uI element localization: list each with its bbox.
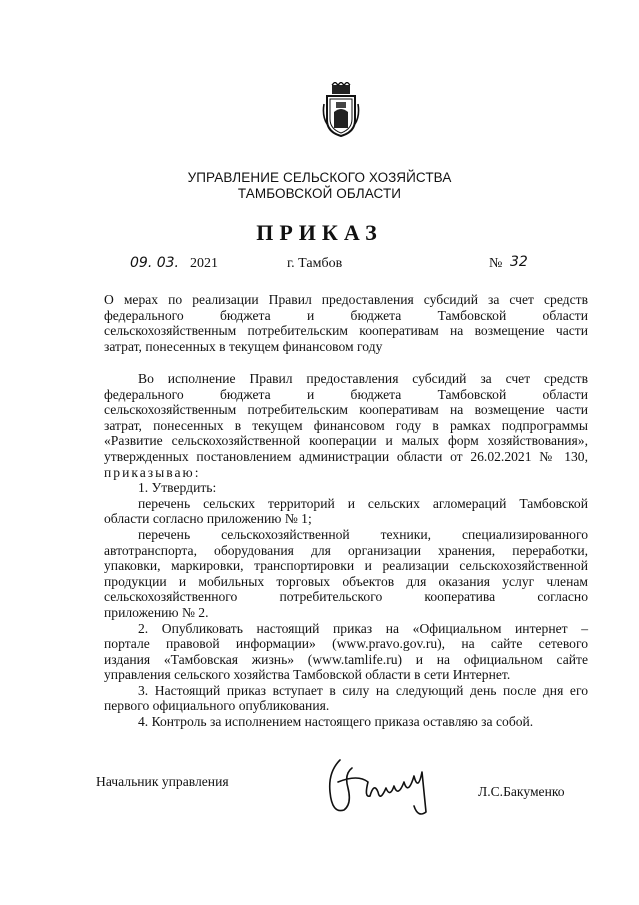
body-line: «Развитие сельскохозяйственной кооперации и малых форм хозяйствования», <box>104 433 588 449</box>
subject-line: затрат, понесенных в текущем финансовом году <box>104 338 383 354</box>
date-year: 2021 <box>190 256 218 271</box>
body-line: перечень сельских территорий и сельских агломераций Тамбовской <box>138 495 588 511</box>
body <box>104 371 588 730</box>
body-line: управления сельского хозяйства Тамбовской области в сети Интернет. <box>104 667 511 683</box>
org-name-line1: УПРАВЛЕНИЕ СЕЛЬСКОГО ХОЗЯЙСТВА <box>187 170 452 185</box>
body-line: перечень сельскохозяйственной техники, специализированного <box>138 526 588 542</box>
document-title: ПРИКАЗ <box>256 220 383 245</box>
body-line: 3. Настоящий приказ вступает в силу на следующий день после дня его <box>138 682 588 698</box>
handwritten-number: 32 <box>510 254 528 270</box>
body-line: затрат, понесенных в текущем финансовом году в рамках подпрограммы <box>104 417 588 433</box>
number-label: № <box>489 256 503 271</box>
org-name-line2: ТАМБОВСКОЙ ОБЛАСТИ <box>237 186 402 201</box>
body-line: 2. Опубликовать настоящий приказ на «Официальном интернет – <box>138 620 588 636</box>
city: г. Тамбов <box>287 256 343 271</box>
body-line: утвержденных постановлением администрации области от 26.02.2021 № 130, <box>104 448 588 464</box>
coat-of-arms-icon <box>322 82 360 138</box>
body-line: продукции и мобильных торговых объектов для оказания услуг членам <box>104 573 588 589</box>
subject <box>104 292 588 354</box>
handwritten-signature-icon <box>318 752 438 822</box>
signatory-name: Л.С.Бакуменко <box>478 784 565 799</box>
body-line: издания «Тамбовская жизнь» (www.tamlife.ru) и на официальном сайте <box>104 651 588 667</box>
body-line: приказываю: <box>104 464 201 480</box>
body-line: 4. Контроль за исполнением настоящего приказа оставляю за собой. <box>138 714 534 730</box>
body-line: Во исполнение Правил предоставления субсидий за счет средств <box>138 371 588 386</box>
body-line: сельскохозяйственным потребительским кооперативам на возмещение части <box>104 402 588 418</box>
signatory-position: Начальник управления <box>96 774 229 789</box>
body-line: портале правовой информации» (www.pravo.gov.ru), на сайте сетевого <box>104 636 588 652</box>
body-line: первого официального опубликования. <box>104 698 330 714</box>
subject-line: сельскохозяйственным потребительским кооперативам на возмещение части <box>104 323 588 339</box>
body-line: упаковки, маркировки, транспортировки и реализации сельскохозяйственной <box>104 558 588 574</box>
handwritten-date: 09. 03. <box>130 255 179 271</box>
subject-line: О мерах по реализации Правил предоставления субсидий за счет средств <box>104 292 588 307</box>
body-line: автотранспорта, оборудования для организации хранения, переработки, <box>104 542 588 558</box>
body-line: области согласно приложению № 1; <box>104 511 312 527</box>
subject-line: федерального бюджета и бюджета Тамбовской области <box>104 307 588 323</box>
body-line: 1. Утвердить: <box>138 480 217 496</box>
body-line: федерального бюджета и бюджета Тамбовской области <box>104 386 588 402</box>
body-line: приложению № 2. <box>104 604 209 620</box>
body-line: сельскохозяйственного потребительского кооператива согласно <box>104 589 588 605</box>
